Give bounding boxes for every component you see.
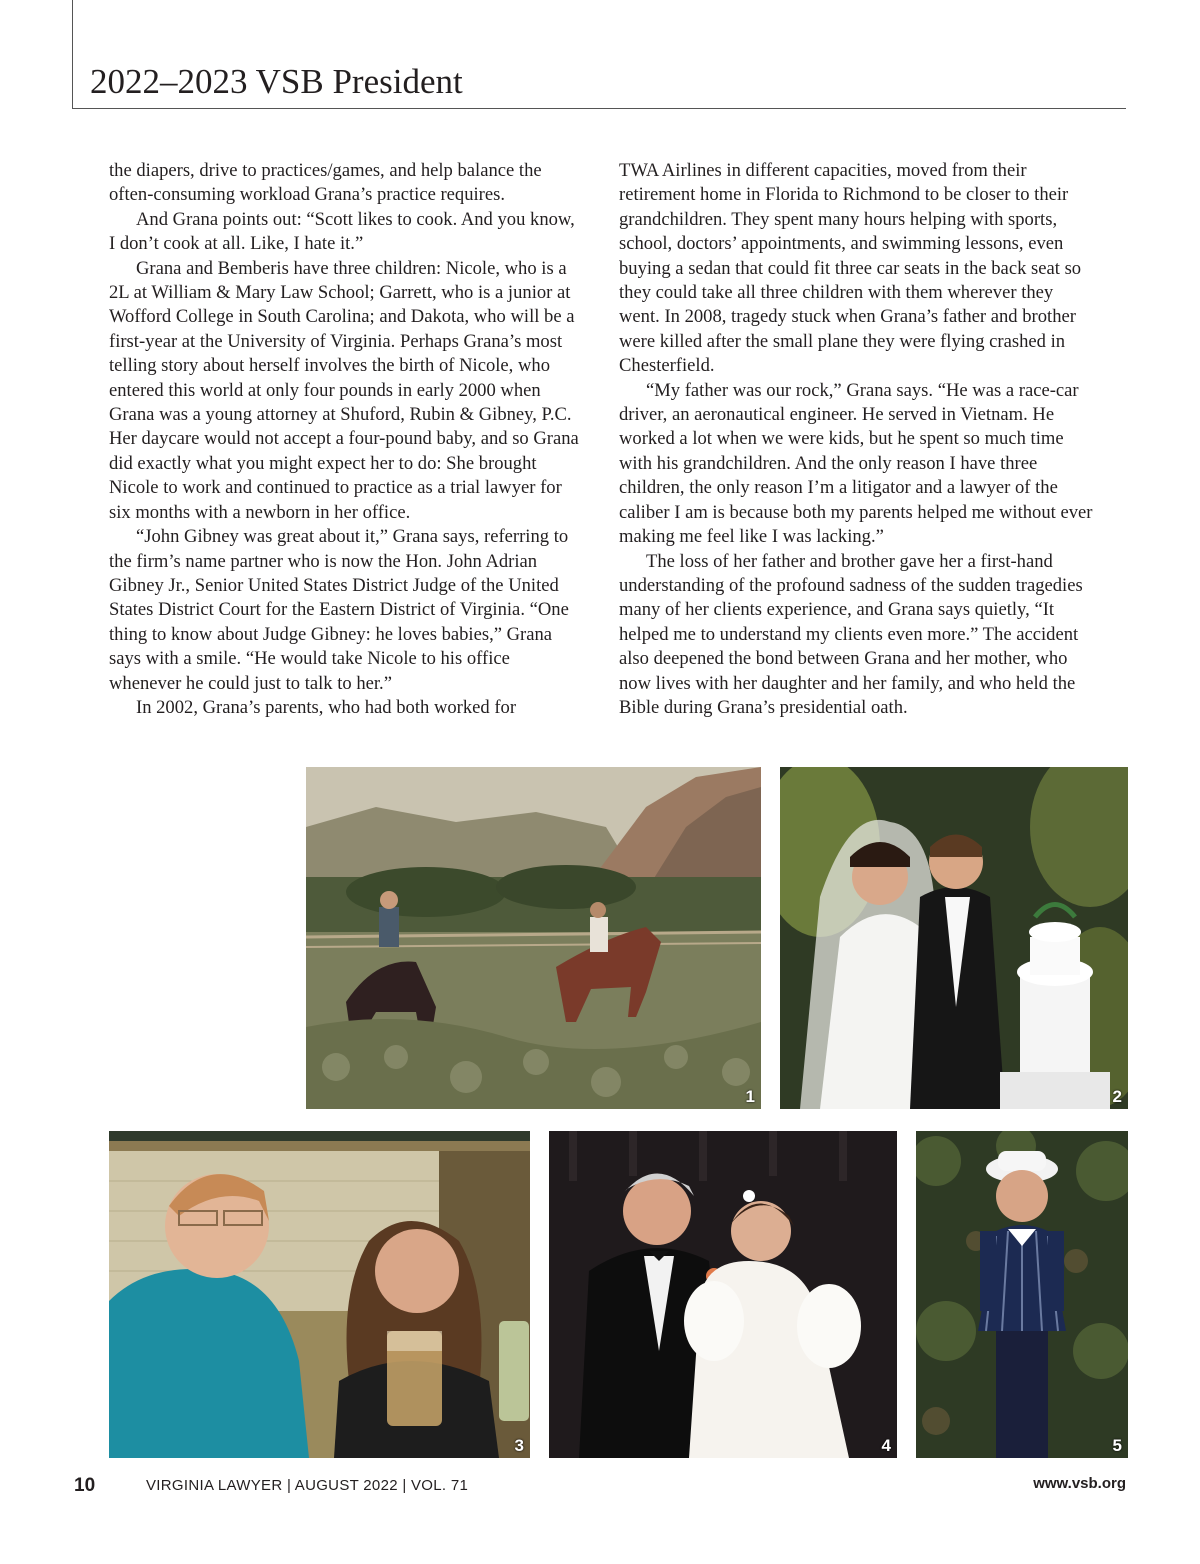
publication-info: VIRGINIA LAWYER | AUGUST 2022 | VOL. 71 xyxy=(146,1477,469,1494)
paragraph: “John Gibney was great about it,” Grana says, referring to the firm’s name partner who is now the Hon. John Adrian Gibney Jr., Senior United States District Judge of the United States District Court for the Eastern District of Virginia. “One thing to know about Judge Gibney: he loves babies,” Grana says with a smile. “He would take Nicole to his office whenever he could just to talk to her.” xyxy=(109,526,569,694)
paragraph: TWA Airlines in different capacities, moved from their retirement home in Florida to Richmond to be closer to their grandchildren. They spent many hours helping with sports, school, doctors’ appointments, and swimming lessons, even buying a sedan that could fit three car seats in the back seat so they could take all three children with them wherever they went. In 2008, tragedy stuck when Grana’s father and brother were killed after the small plane they were flying crashed in Chesterfield. xyxy=(619,160,1082,377)
page-number: 10 xyxy=(74,1475,96,1496)
photo-number: 1 xyxy=(745,1087,755,1106)
photo-number: 5 xyxy=(1112,1436,1122,1455)
photo-number: 2 xyxy=(1112,1087,1122,1106)
paragraph: the diapers, drive to practices/games, and help balance the often-consuming workload Grana’s practice requires. xyxy=(109,160,542,206)
article-right-column xyxy=(619,159,1095,720)
photo-wedding-cake xyxy=(780,767,1128,1109)
photo-number: 3 xyxy=(514,1436,524,1455)
photo-number: 4 xyxy=(881,1436,891,1455)
paragraph: “My father was our rock,” Grana says. “He was a race-car driver, an aeronautical engineer. He served in Vietnam. He worked a lot when we were kids, but he spent so much time with his grandchildren. And the only reason I have three children, the only reason I’m a litigator and a lawyer of the caliber I am is because both my parents helped me without ever making me feel like I was lacking.” xyxy=(619,379,1093,548)
section-title: 2022–2023 VSB President xyxy=(90,62,463,101)
photo-father-daughter-wedding xyxy=(549,1131,897,1458)
header-horizontal-rule xyxy=(72,108,1126,109)
paragraph: Grana and Bemberis have three children: Nicole, who is a 2L at William & Mary Law School; Garrett, who is a junior at Wofford College in South Carolina; and Dakota, who will be a first-year at the University of Virginia. Perhaps Grana’s most telling story about herself involves the birth of Nicole, who entered this world at only four pounds in early 2000 when Grana was a young attorney at Shuford, Rubin & Gibney, P.C. Her daycare would not accept a four-pound baby, and so Grana did exactly what you might expect her to do: She brought Nicole to work and continued to practice as a trial lawyer for six months with a newborn in her office. xyxy=(109,257,579,523)
website-url: www.vsb.org xyxy=(1033,1475,1126,1492)
photo-uniform-portrait xyxy=(916,1131,1128,1458)
paragraph: In 2002, Grana’s parents, who had both worked for xyxy=(136,696,517,718)
paragraph: And Grana points out: “Scott likes to cook. And you know, I don’t cook at all. Like, I hate it.” xyxy=(109,208,575,255)
paragraph: The loss of her father and brother gave her a first-hand understanding of the profound sadness of the sudden tragedies many of her clients experience, and Grana says quietly, “It helped me to understand my clients even more.” The accident also deepened the bond between Grana and her mother, who now lives with her daughter and her family, and who held the Bible during Grana’s presidential oath. xyxy=(619,550,1083,718)
photo-horseback-riders xyxy=(306,767,761,1109)
photo-mother-daughter-dinner xyxy=(109,1131,530,1458)
header-vertical-rule xyxy=(72,0,73,108)
article-left-column xyxy=(109,159,585,720)
